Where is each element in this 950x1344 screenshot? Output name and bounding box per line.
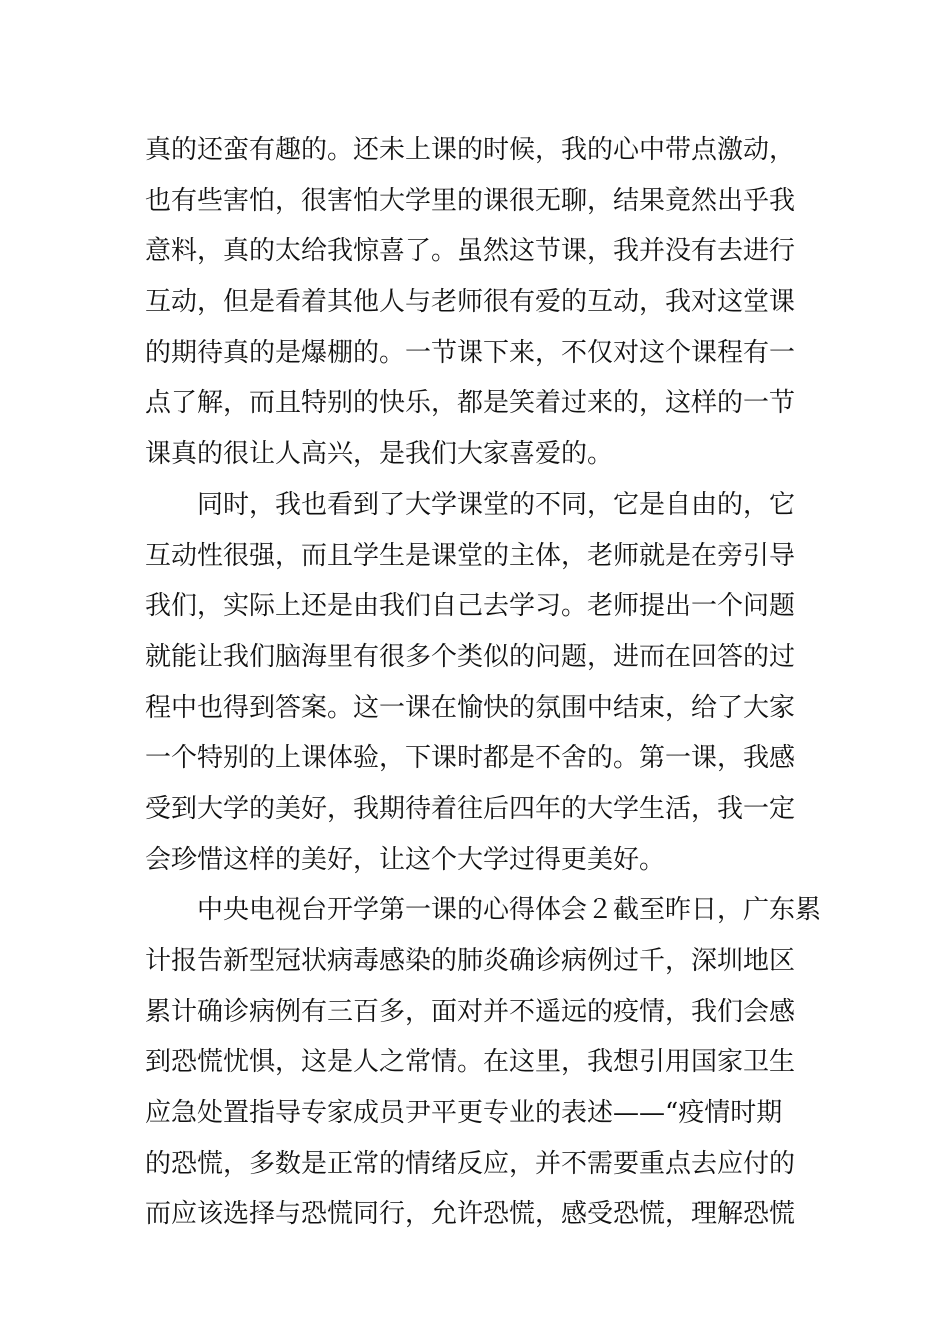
document-body [145,125,822,1240]
text-line: 课真的很让人高兴，是我们大家喜爱的。 [145,439,614,470]
text-line: 计报告新型冠状病毒感染的肺炎确诊病例过千，深圳地区 [145,946,796,976]
text-line: 的恐慌，多数是正常的情绪反应，并不需要重点去应付的 [145,1148,796,1179]
text-line: 而应该选择与恐慌同行，允许恐慌，感受恐慌，理解恐慌 [145,1199,796,1230]
text-line: 程中也得到答案。这一课在愉快的氛围中结束，给了大家 [145,692,796,723]
text-line: 的期待真的是爆棚的。一节课下来，不仅对这个课程有一 [145,337,796,368]
text-line: 意料，真的太给我惊喜了。虽然这节课，我并没有去进行 [145,236,796,267]
text-line: 互动性很强，而且学生是课堂的主体，老师就是在旁引导 [145,540,796,571]
text-line: 会珍惜这样的美好，让这个大学过得更美好。 [145,844,666,875]
text-line: 点了解，而且特别的快乐，都是笑着过来的，这样的一节 [145,388,796,419]
text-line: 我们，实际上还是由我们自己去学习。老师提出一个问题 [145,591,796,622]
text-line: 到恐慌忧惧，这是人之常情。在这里，我想引用国家卫生 [145,1047,796,1078]
paragraph-start-line: 同时，我也看到了大学课堂的不同，它是自由的，它 [197,489,796,520]
text-line: 一个特别的上课体验，下课时都是不舍的。第一课，我感 [145,743,796,774]
paragraph-start-line: 中央电视台开学第一课的心得体会２截至昨日，广东累 [197,895,822,926]
text-line: 应急处置指导专家成员尹平更专业的表述——“疫情时期 [145,1098,783,1129]
text-line: 互动，但是看着其他人与老师很有爱的互动，我对这堂课 [145,287,796,318]
text-line: 就能让我们脑海里有很多个类似的问题，进而在回答的过 [145,641,796,672]
text-line: 也有些害怕，很害怕大学里的课很无聊，结果竟然出乎我 [145,185,796,216]
text-line: 真的还蛮有趣的。还未上课的时候，我的心中带点激动， [145,135,796,165]
text-line: 累计确诊病例有三百多，面对并不遥远的疫情，我们会感 [145,996,796,1027]
text-line: 受到大学的美好，我期待着往后四年的大学生活，我一定 [145,793,796,824]
